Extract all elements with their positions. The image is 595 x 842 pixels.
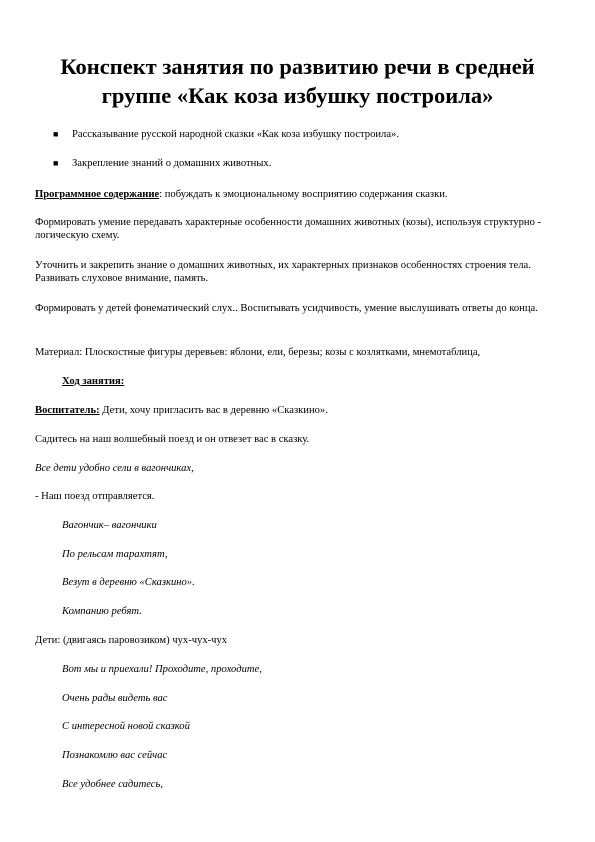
poem-line: Везут в деревню «Сказкино». [62, 577, 195, 588]
teacher-label: Воспитатель: [35, 405, 100, 416]
program-content-paragraph [35, 188, 448, 201]
poem-line: Компанию ребят. [62, 606, 142, 617]
program-content-label: Программное содержание [35, 189, 160, 200]
bullet-square-icon: ■ [53, 129, 59, 139]
title-line-1: Конспект занятия по развитию речи в средней [60, 54, 535, 79]
course-heading: Ход занятия: [62, 376, 125, 387]
poem-line: Очень рады видеть вас [62, 693, 168, 704]
program-content-text: : побуждать к эмоциональному восприятию содержания сказки. [159, 189, 448, 200]
all-sat-paragraph: Все дети удобно сели в вагончиках, [35, 463, 194, 474]
bullet-square-icon: ■ [53, 158, 59, 168]
title-line-2: группе «Как коза избушку построила» [101, 83, 494, 108]
sit-down-paragraph: Садитесь на наш волшебный поезд и он отвезет вас в сказку. [35, 434, 310, 445]
train-departs-paragraph: - Наш поезд отправляется. [35, 491, 155, 502]
teacher-paragraph [35, 404, 328, 417]
paragraph-form-1: Формировать умение передавать характерные особенности домашних животных (козы), используя структурно - логическую схему. [35, 217, 542, 241]
children-paragraph: Дети: (двигаясь паровозиком) чух-чух-чух [35, 635, 228, 646]
poem-line: Вагончик– вагончики [62, 520, 157, 531]
poem-line: Познакомлю вас сейчас [62, 750, 168, 761]
material-paragraph: Материал: Плоскостные фигуры деревьев: яблони, ели, березы; козы с козлятками, мнемотаблица, [35, 347, 481, 358]
poem-line: Вот мы и приехали! Проходите, проходите, [62, 664, 262, 675]
poem-line: С интересной новой сказкой [62, 721, 190, 732]
bullet-item-2: Закрепление знаний о домашних животных. [72, 158, 272, 169]
bullet-item-1: Рассказывание русской народной сказки «Как коза избушку построила». [72, 129, 399, 140]
document-title [30, 52, 565, 110]
paragraph-form-2: Уточнить и закрепить знание о домашних животных, их характерных признаков особенностях строения тела. Развивать слуховое внимание, память. [35, 260, 531, 284]
poem-line: Все удобнее садитесь, [62, 779, 163, 790]
paragraph-form-3: Формировать у детей фонематический слух.. Воспитывать усидчивость, умение выслушивать ответы до конца. [35, 303, 538, 314]
teacher-text: Дети, хочу пригласить вас в деревню «Сказкино». [99, 405, 328, 416]
poem-line: По рельсам тарахтят, [62, 549, 168, 560]
